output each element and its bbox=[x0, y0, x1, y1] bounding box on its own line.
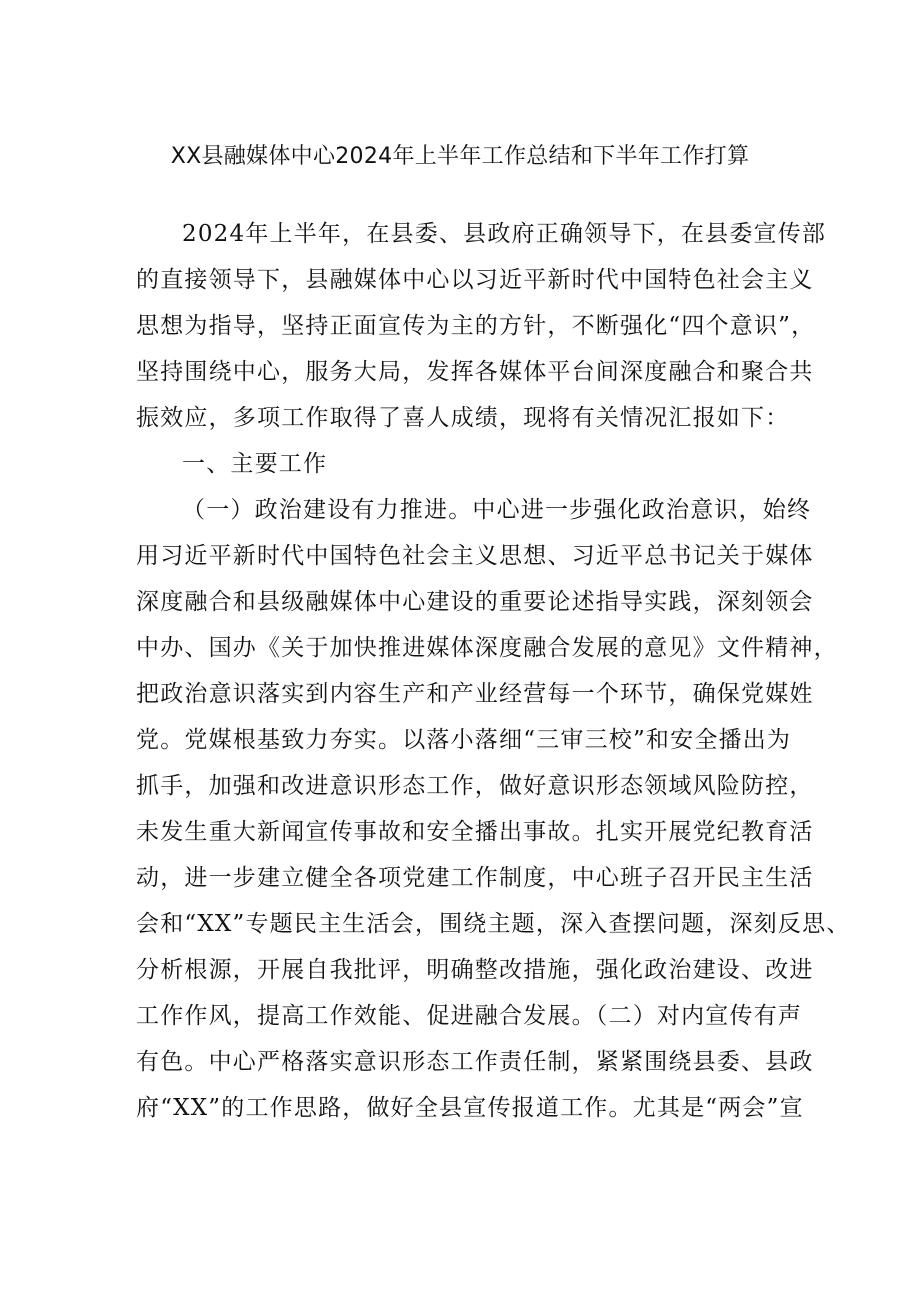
document-title: XX县融媒体中心2024年上半年工作总结和下半年工作打算 bbox=[170, 144, 750, 169]
paragraph-line: 2024年上半年，在县委、县政府正确领导下，在县委宣传部 bbox=[182, 221, 827, 247]
section-heading: 一、主要工作 bbox=[182, 451, 328, 477]
paragraph-line: （一）政治建设有力推进。中心进一步强化政治意识，始终 bbox=[182, 497, 812, 523]
paragraph-line: 抓手，加强和改进意识形态工作，做好意识形态领域风险防控， bbox=[136, 773, 814, 799]
paragraph-line: 的直接领导下，县融媒体中心以习近平新时代中国特色社会主义 bbox=[136, 267, 814, 293]
paragraph-line: 用习近平新时代中国特色社会主义思想、习近平总书记关于媒体 bbox=[136, 543, 814, 569]
paragraph-line: 把政治意识落实到内容生产和产业经营每一个环节，确保党媒姓 bbox=[136, 681, 814, 707]
paragraph-line: 中办、国办《关于加快推进媒体深度融合发展的意见》文件精神， bbox=[136, 635, 838, 661]
paragraph-line: 府“XX”的工作思路，做好全县宣传报道工作。尤其是“两会”宣 bbox=[136, 1095, 804, 1121]
paragraph-line: 未发生重大新闻宣传事故和安全播出事故。扎实开展党纪教育活 bbox=[136, 819, 814, 845]
paragraph-line: 工作作风，提高工作效能、促进融合发展。（二）对内宣传有声 bbox=[136, 1003, 803, 1029]
paragraph-line: 思想为指导，坚持正面宣传为主的方针，不断强化“四个意识”， bbox=[136, 313, 816, 339]
paragraph-line: 坚持围绕中心，服务大局，发挥各媒体平台间深度融合和聚合共 bbox=[136, 359, 814, 385]
paragraph-line: 党。党媒根基致力夯实。以落小落细“三审三校”和安全播出为 bbox=[136, 727, 792, 753]
paragraph-line: 深度融合和县级融媒体中心建设的重要论述指导实践，深刻领会 bbox=[136, 589, 814, 615]
paragraph-line: 振效应，多项工作取得了喜人成绩，现将有关情况汇报如下： bbox=[136, 405, 790, 431]
paragraph-line: 有色。中心严格落实意识形态工作责任制，紧紧围绕县委、县政 bbox=[136, 1049, 814, 1075]
paragraph-line: 会和“XX”专题民主生活会，围绕主题，深入查摆问题，深刻反思、 bbox=[136, 911, 851, 937]
paragraph-line: 动，进一步建立健全各项党建工作制度，中心班子召开民主生活 bbox=[136, 865, 814, 891]
document-body bbox=[136, 211, 851, 1131]
paragraph-line: 分析根源，开展自我批评，明确整改措施，强化政治建设、改进 bbox=[136, 957, 814, 983]
